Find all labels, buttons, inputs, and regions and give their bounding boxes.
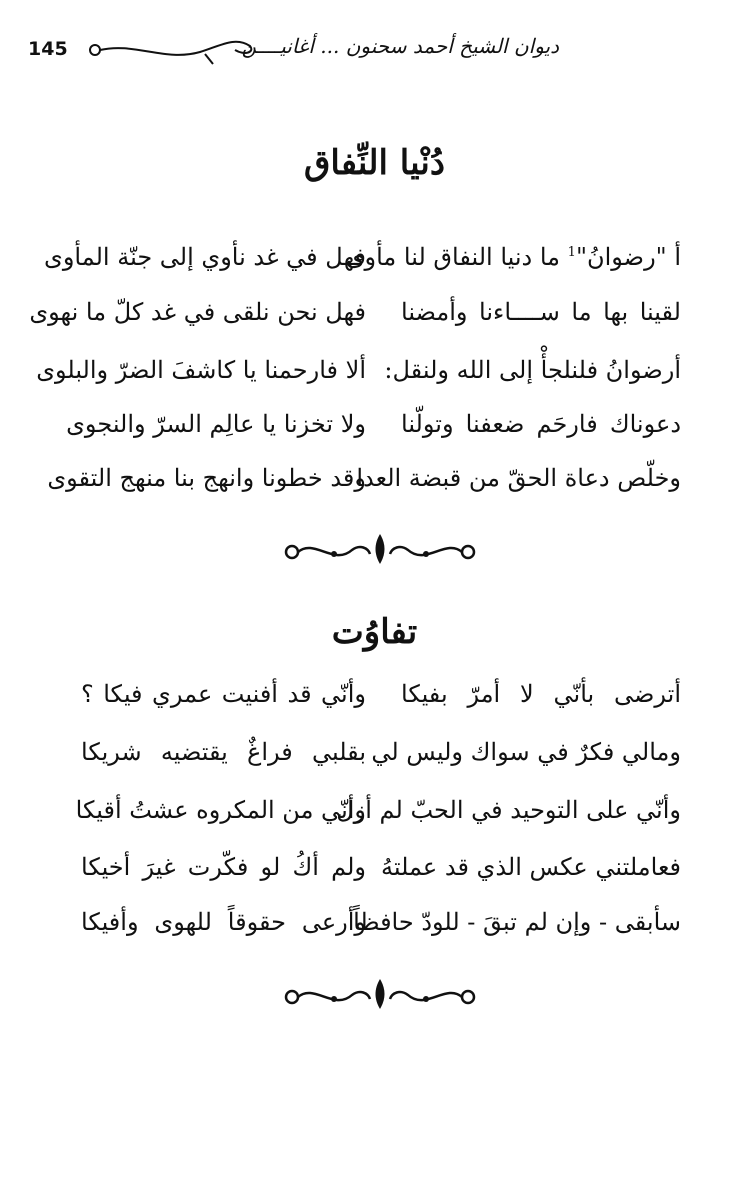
first-hemistich: وأنّي على التوحيد في الحبّ لم أزل bbox=[336, 796, 681, 824]
footnote-marker: 1 bbox=[567, 245, 576, 260]
poem-title: تفاوُت bbox=[331, 612, 418, 652]
second-hemistich: وأنّي من المكروه عشتُ أقيكا bbox=[75, 796, 366, 824]
first-hemistich: لقينا بها ما ســــاءنا وأمضنا bbox=[401, 298, 681, 326]
second-hemistich: وأرعى حقوقاً للهوى وأفيكا bbox=[81, 908, 366, 936]
first-hemistich: أرضوانُ فلنلجأْ إلى الله ولنقل: bbox=[384, 356, 681, 384]
verse-line bbox=[0, 243, 749, 283]
verse-line bbox=[0, 908, 749, 948]
first-hemistich: دعوناك فارحَم ضعفنا وتولّنا bbox=[401, 410, 681, 438]
second-hemistich: فهل نحن نلقى في غد كلّ ما نهوى bbox=[29, 298, 366, 326]
verse-line bbox=[0, 853, 749, 893]
ornamental-divider bbox=[274, 975, 486, 1015]
running-header-title: ديوان الشيخ أحمد سحنون ... أغانيــــن bbox=[241, 34, 559, 58]
verse-line bbox=[0, 410, 749, 450]
first-hemistich: سأبقى - وإن لم تبقَ - للودّ حافظاً bbox=[353, 908, 681, 936]
first-hemistich: أترضى بأنّي لا أمرّ بفيكا bbox=[401, 680, 681, 708]
first-hemistich: ومالي فكرٌ في سواك وليس لي bbox=[371, 738, 681, 766]
first-hemistich: أ "رضوانُ"$^1$ ما دنيا النفاق لنا مأوى bbox=[345, 243, 681, 271]
second-hemistich: وأنّي قد أفنيت عمري فيكا ؟ bbox=[81, 680, 366, 708]
second-hemistich: وقد خطونا وانهج بنا منهج التقوى bbox=[47, 464, 366, 492]
first-hemistich: فعاملتني عكس الذي قد عملتهُ bbox=[380, 853, 681, 881]
page-number: 145 bbox=[28, 38, 68, 60]
ornamental-divider bbox=[274, 530, 486, 570]
verse-line bbox=[0, 356, 749, 396]
second-hemistich: بقلبي فراغٌ يقتضيه شريكا bbox=[81, 738, 366, 766]
verse-line bbox=[0, 464, 749, 504]
second-hemistich: ولم أكُ لو فكّرت غيرَ أخيكا bbox=[81, 853, 366, 881]
verse-line bbox=[0, 298, 749, 338]
second-hemistich: فهل في غد نأوي إلى جنّة المأوى bbox=[44, 243, 366, 271]
second-hemistich: ألا فارحمنا يا كاشفَ الضرّ والبلوى bbox=[36, 356, 366, 384]
first-hemistich: وخلّص دعاة الحقّ من قبضة العدا bbox=[356, 464, 681, 492]
poem-title: دُنْيا النِّفاق bbox=[303, 143, 446, 183]
verse-line bbox=[0, 796, 749, 836]
page-header bbox=[0, 30, 749, 80]
verse-line bbox=[0, 680, 749, 720]
verse-line bbox=[0, 738, 749, 778]
second-hemistich: ولا تخزنا يا عالِم السرّ والنجوى bbox=[66, 410, 366, 438]
header-flourish-ornament bbox=[85, 32, 260, 68]
